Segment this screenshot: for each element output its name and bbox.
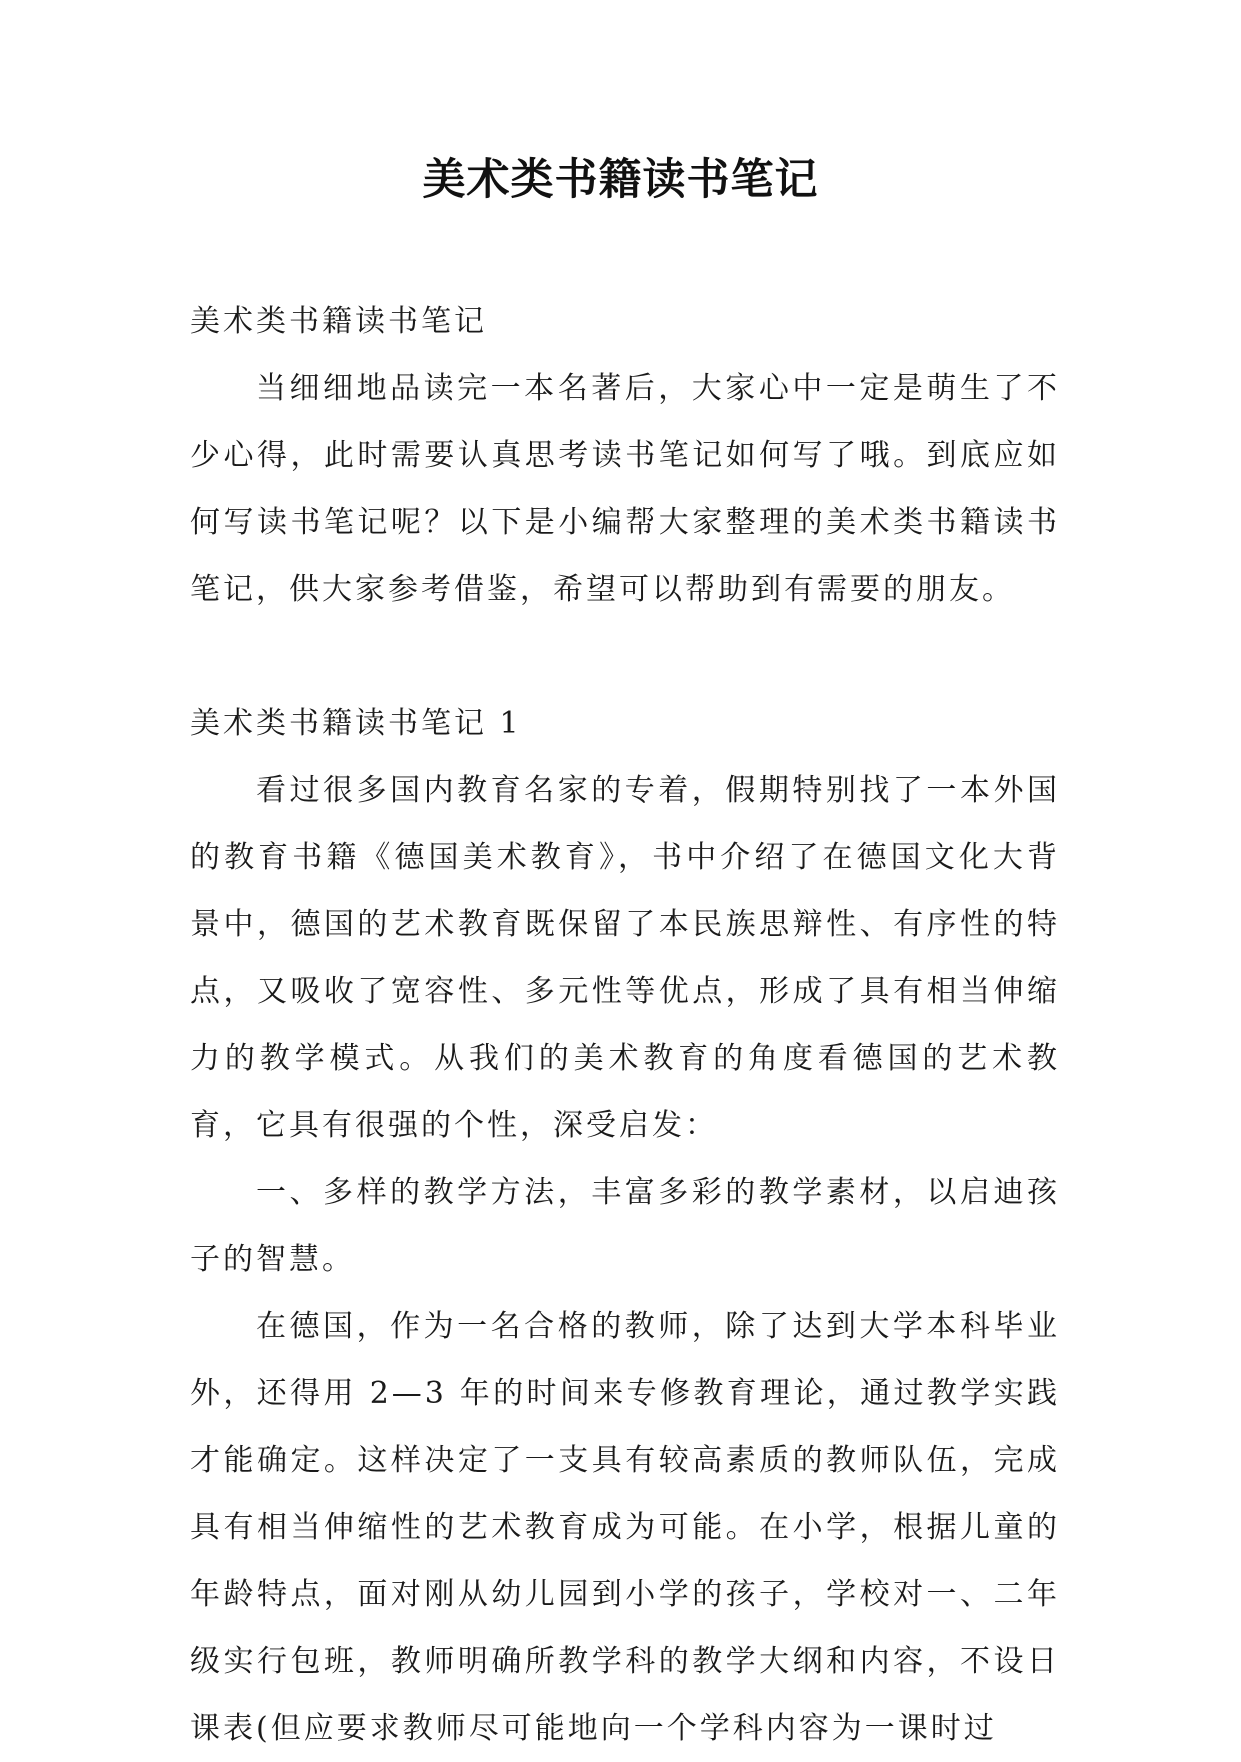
section-1-paragraph-1: 看过很多国内教育名家的专着，假期特别找了一本外国的教育书籍《德国美术教育》，书中介绍了在德国文化大背景中，德国的艺术教育既保留了本民族思辩性、有序性的特点，又吸收了宽容性、多元性等优点，形成了具有相当伸缩力的教学模式。从我们的美术教育的角度看德国的艺术教育，它具有很强的个性，深受启发： [190,773,1060,1143]
intro-paragraph: 当细细地品读完一本名著后，大家心中一定是萌生了不少心得，此时需要认真思考读书笔记如何写了哦。到底应如何写读书笔记呢？以下是小编帮大家整理的美术类书籍读书笔记，供大家参考借鉴，希望可以帮助到有需要的朋友。 [190,371,1060,607]
document-title: 美术类书籍读书笔记 [422,155,819,205]
intro-heading: 美术类书籍读书笔记 [190,304,487,339]
paragraph-spacer [190,623,1060,690]
section-1-paragraph-3: 在德国，作为一名合格的教师，除了达到大学本科毕业外，还得用 2—3 年的时间来专修教育理论，通过教学实践才能确定。这样决定了一支具有较高素质的教师队伍，完成具有相当伸缩性的艺术教育成为可能。在小学，根据儿童的年龄特点，面对刚从幼儿园到小学的孩子，学校对一、二年级实行包班，教师明确所教学科的教学大纲和内容，不设日课表(但应要求教师尽可能地向一个学科内容为一课时过 [190,1309,1060,1746]
document-body [190,288,1060,1762]
section-1-paragraph-2: 一、多样的教学方法，丰富多彩的教学素材，以启迪孩子的智慧。 [190,1175,1060,1277]
section-1-heading: 美术类书籍读书笔记 1 [190,706,522,741]
